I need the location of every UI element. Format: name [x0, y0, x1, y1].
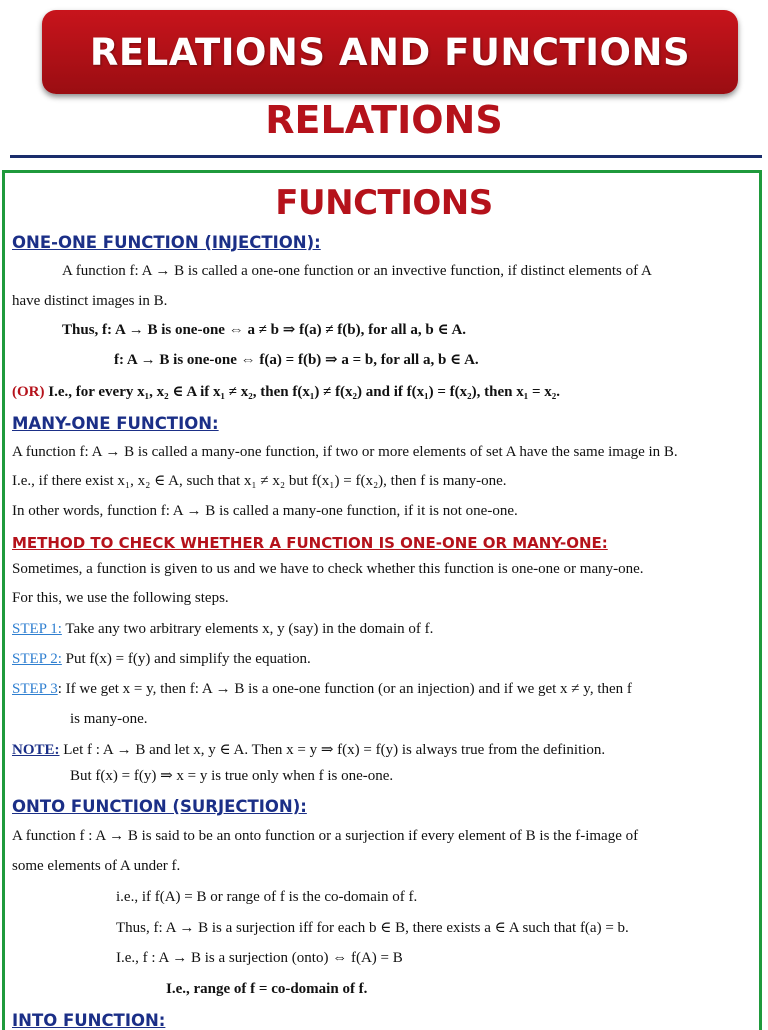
one-one-line-5 — [12, 383, 560, 401]
note-label: NOTE: — [12, 742, 60, 758]
heading-many-one: MANY-ONE FUNCTION: — [12, 414, 219, 433]
step-3-label: STEP 3 — [12, 681, 58, 697]
step-3-text: : If we get x = y, then f: A → B is a one-one function (or an injection) and if we get x ≠ y, then f — [57, 681, 632, 697]
many-one-line-2: I.e., if there exist x₁, x₂ ∈ A, such that x₁ ≠ x₂ but f(x₁) = f(x₂), then f is many-one. — [12, 473, 507, 489]
onto-line-5: I.e., f : A → B is a surjection (onto) ⇔ f(A) = B — [116, 950, 403, 966]
one-one-line-1: A function f: A → B is called a one-one function or an invective function, if distinct elements of A — [62, 263, 652, 279]
section-title: FUNCTIONS — [275, 183, 493, 223]
note-line-1 — [12, 741, 605, 759]
step-3 — [12, 680, 632, 698]
step-1 — [12, 620, 433, 638]
note-line-1-text: Let f : A → B and let x, y ∈ A. Then x = y ⇒ f(x) = f(y) is always true from the definition. — [59, 742, 606, 758]
onto-line-6: I.e., range of f = co-domain of f. — [166, 981, 368, 997]
heading-onto: ONTO FUNCTION (SURJECTION): — [12, 797, 307, 816]
step-3-continued: is many-one. — [70, 711, 148, 727]
step-1-text: Take any two arbitrary elements x, y (say) in the domain of f. — [61, 621, 434, 637]
step-2 — [12, 650, 311, 668]
one-one-line-2: have distinct images in B. — [12, 293, 168, 309]
heading-one-one: ONE-ONE FUNCTION (INJECTION): — [12, 233, 321, 252]
heading-into: INTO FUNCTION: — [12, 1011, 166, 1030]
onto-line-3: i.e., if f(A) = B or range of f is the co-domain of f. — [116, 889, 418, 905]
onto-line-2: some elements of A under f. — [12, 858, 181, 874]
page-subtitle: RELATIONS — [265, 98, 503, 142]
method-line-1: Sometimes, a function is given to us and we have to check whether this function is one-one or many-one. — [12, 561, 644, 577]
one-one-line-3: Thus, f: A → B is one-one ⇔ a ≠ b ⇒ f(a) ≠ f(b), for all a, b ∈ A. — [62, 322, 467, 338]
onto-line-4: Thus, f: A → B is a surjection iff for each b ∈ B, there exists a ∈ A such that f(a) = b. — [116, 920, 629, 936]
divider-rule — [10, 155, 762, 158]
note-line-2: But f(x) = f(y) ⇒ x = y is true only when f is one-one. — [70, 768, 394, 784]
step-2-label: STEP 2: — [12, 651, 62, 667]
many-one-line-1: A function f: A → B is called a many-one function, if two or more elements of set A have the same image in B. — [12, 444, 678, 460]
many-one-line-3: In other words, function f: A → B is called a many-one function, if it is not one-one. — [12, 503, 518, 519]
onto-line-1: A function f : A → B is said to be an onto function or a surjection if every element of B is the f-image of — [12, 828, 639, 844]
step-1-label: STEP 1: — [12, 621, 62, 637]
title-banner — [42, 10, 738, 94]
one-one-line-4: f: A → B is one-one ⇔ f(a) = f(b) ⇒ a = b, for all a, b ∈ A. — [114, 352, 479, 368]
banner-title: RELATIONS AND FUNCTIONS — [89, 30, 691, 74]
step-2-text: Put f(x) = f(y) and simplify the equation. — [61, 651, 311, 667]
method-line-2: For this, we use the following steps. — [12, 590, 229, 606]
or-label: (OR) — [12, 384, 45, 400]
heading-method: METHOD TO CHECK WHETHER A FUNCTION IS ONE-ONE OR MANY-ONE: — [12, 534, 608, 552]
one-one-line-5-text: I.e., for every x₁, x₂ ∈ A if x₁ ≠ x₂, then f(x₁) ≠ f(x₂) and if f(x₁) = f(x₂), then x₁ = x₂. — [48, 384, 561, 400]
